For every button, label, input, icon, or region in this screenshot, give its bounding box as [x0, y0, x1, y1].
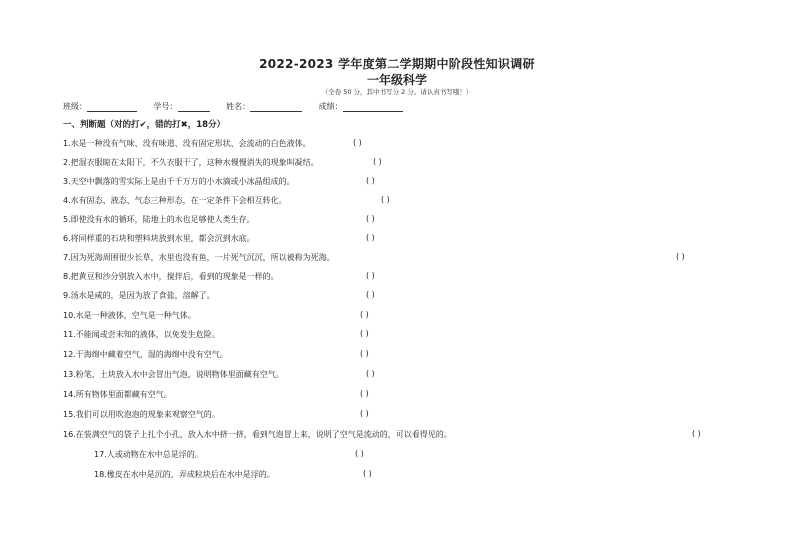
answer-blank-9[interactable]: ( ): [366, 290, 375, 299]
answer-blank-7[interactable]: ( ): [676, 252, 685, 261]
question-10: 10.水是一种液体，空气是一种气体。: [63, 311, 196, 320]
exam-note: （全卷 50 分，其中书写分 2 分。请认真书写哦！）: [321, 88, 473, 96]
question-7: 7.因为死海周围很少长草，水里也没有鱼，一片死气沉沉，所以被称为死海。: [63, 253, 335, 262]
answer-blank-1[interactable]: ( ): [353, 138, 362, 147]
answer-blank-2[interactable]: ( ): [373, 157, 382, 166]
answer-blank-13[interactable]: ( ): [366, 369, 375, 378]
number-field[interactable]: [178, 102, 210, 112]
section-title: 一、判断题（对的打✔，错的打✖，18分）: [63, 120, 226, 130]
question-13: 13.粉笔、土块放入水中会冒出气泡，说明物体里面藏有空气。: [63, 370, 284, 379]
question-17: 17.人或动物在水中总是浮的。: [94, 450, 203, 459]
answer-blank-18[interactable]: ( ): [363, 469, 372, 478]
answer-blank-3[interactable]: ( ): [366, 176, 375, 185]
question-8: 8.把黄豆和沙分别放入水中，搅拌后，看到的现象是一样的。: [63, 272, 279, 281]
question-11: 11.不能闻或尝未知的液体，以免发生危险。: [63, 330, 220, 339]
answer-blank-14[interactable]: ( ): [360, 389, 369, 398]
score-label: 成绩：: [318, 102, 343, 111]
question-1: 1.水是一种没有气味、没有味道、没有固定形状、会流动的白色液体。: [63, 139, 311, 148]
question-4: 4.水有固态、液态、气态三种形态，在一定条件下会相互转化。: [63, 196, 287, 205]
question-9: 9.汤水是咸的，是因为放了食盐，溶解了。: [63, 291, 215, 300]
answer-blank-4[interactable]: ( ): [381, 195, 390, 204]
question-15: 15.我们可以用吹泡泡的现象来观察空气的。: [63, 410, 220, 419]
name-field[interactable]: [250, 102, 302, 112]
class-label: 班级：: [63, 102, 87, 111]
answer-blank-5[interactable]: ( ): [366, 214, 375, 223]
question-3: 3.天空中飘落的雪实际上是由千千万万的小水滴或小冰晶组成的。: [63, 177, 295, 186]
answer-blank-6[interactable]: ( ): [366, 233, 375, 242]
student-info-row: [63, 101, 417, 112]
answer-blank-17[interactable]: ( ): [355, 449, 364, 458]
answer-blank-12[interactable]: ( ): [360, 349, 369, 358]
question-16: 16.在装满空气的袋子上扎个小孔，放入水中挤一挤，看到气泡冒上来，说明了空气是流动的，可以看得见的。: [63, 430, 452, 439]
class-field[interactable]: [87, 102, 137, 112]
exam-subtitle: 一年级科学: [366, 73, 427, 87]
score-field[interactable]: [343, 102, 403, 112]
answer-blank-10[interactable]: ( ): [360, 310, 369, 319]
question-2: 2.把湿衣服晾在太阳下，不久衣服干了，这种水慢慢消失的现象叫凝结。: [63, 158, 319, 167]
question-12: 12.干海绵中藏着空气，湿的海绵中没有空气。: [63, 350, 228, 359]
answer-blank-8[interactable]: ( ): [366, 271, 375, 280]
answer-blank-11[interactable]: ( ): [360, 329, 369, 338]
name-label: 姓名：: [226, 102, 251, 111]
question-5: 5.即使没有水的循环，陆地上的水也足够使人类生存。: [63, 215, 255, 224]
question-14: 14.所有物体里面都藏有空气。: [63, 390, 172, 399]
exam-title: 2022-2023 学年度第二学期期中阶段性知识调研: [259, 57, 535, 71]
answer-blank-15[interactable]: ( ): [360, 409, 369, 418]
number-label: 学号：: [153, 102, 178, 111]
answer-blank-16[interactable]: ( ): [692, 429, 701, 438]
question-18: 18.橡皮在水中是沉的，弄成粒块后在水中是浮的。: [94, 470, 275, 479]
question-6: 6.将同样重的石块和塑料块放到水里，都会沉到水底。: [63, 234, 255, 243]
